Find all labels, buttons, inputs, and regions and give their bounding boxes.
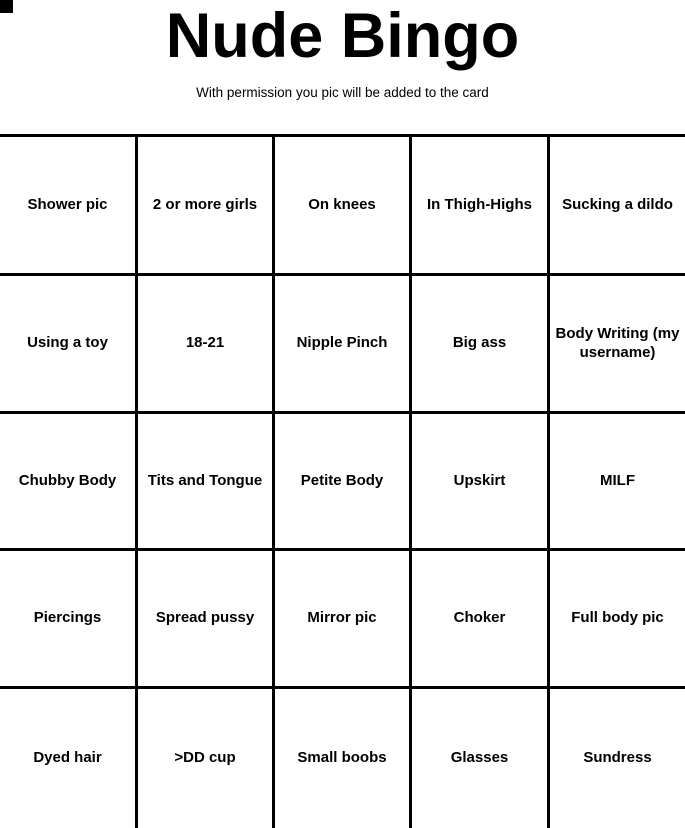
bingo-cell: Nipple Pinch [275, 276, 412, 414]
bingo-cell: On knees [275, 137, 412, 276]
bingo-cell: Tits and Tongue [138, 414, 275, 551]
bingo-cell: Full body pic [550, 551, 685, 689]
bingo-cell: Glasses [412, 689, 550, 828]
bingo-cell: Upskirt [412, 414, 550, 551]
page-title: Nude Bingo [165, 1, 520, 71]
bingo-cell: Sundress [550, 689, 685, 828]
bingo-cell: Spread pussy [138, 551, 275, 689]
bingo-cell: Sucking a dildo [550, 137, 685, 276]
bingo-cell: Mirror pic [275, 551, 412, 689]
bingo-cell: In Thigh-Highs [412, 137, 550, 276]
bingo-cell: 2 or more girls [138, 137, 275, 276]
bingo-cell: Small boobs [275, 689, 412, 828]
bingo-cell: Shower pic [0, 137, 138, 276]
corner-mark [0, 0, 13, 13]
bingo-cell: Using a toy [0, 276, 138, 414]
page-subtitle: With permission you pic will be added to the card [196, 85, 489, 101]
bingo-cell: Piercings [0, 551, 138, 689]
bingo-cell: MILF [550, 414, 685, 551]
bingo-cell: 18-21 [138, 276, 275, 414]
card-header [0, 0, 685, 101]
bingo-cell: Big ass [412, 276, 550, 414]
bingo-cell: >DD cup [138, 689, 275, 828]
bingo-cell: Petite Body [275, 414, 412, 551]
bingo-cell: Body Writing (my username) [550, 276, 685, 414]
bingo-cell: Choker [412, 551, 550, 689]
bingo-cell: Chubby Body [0, 414, 138, 551]
bingo-cell: Dyed hair [0, 689, 138, 828]
bingo-grid [0, 134, 685, 828]
